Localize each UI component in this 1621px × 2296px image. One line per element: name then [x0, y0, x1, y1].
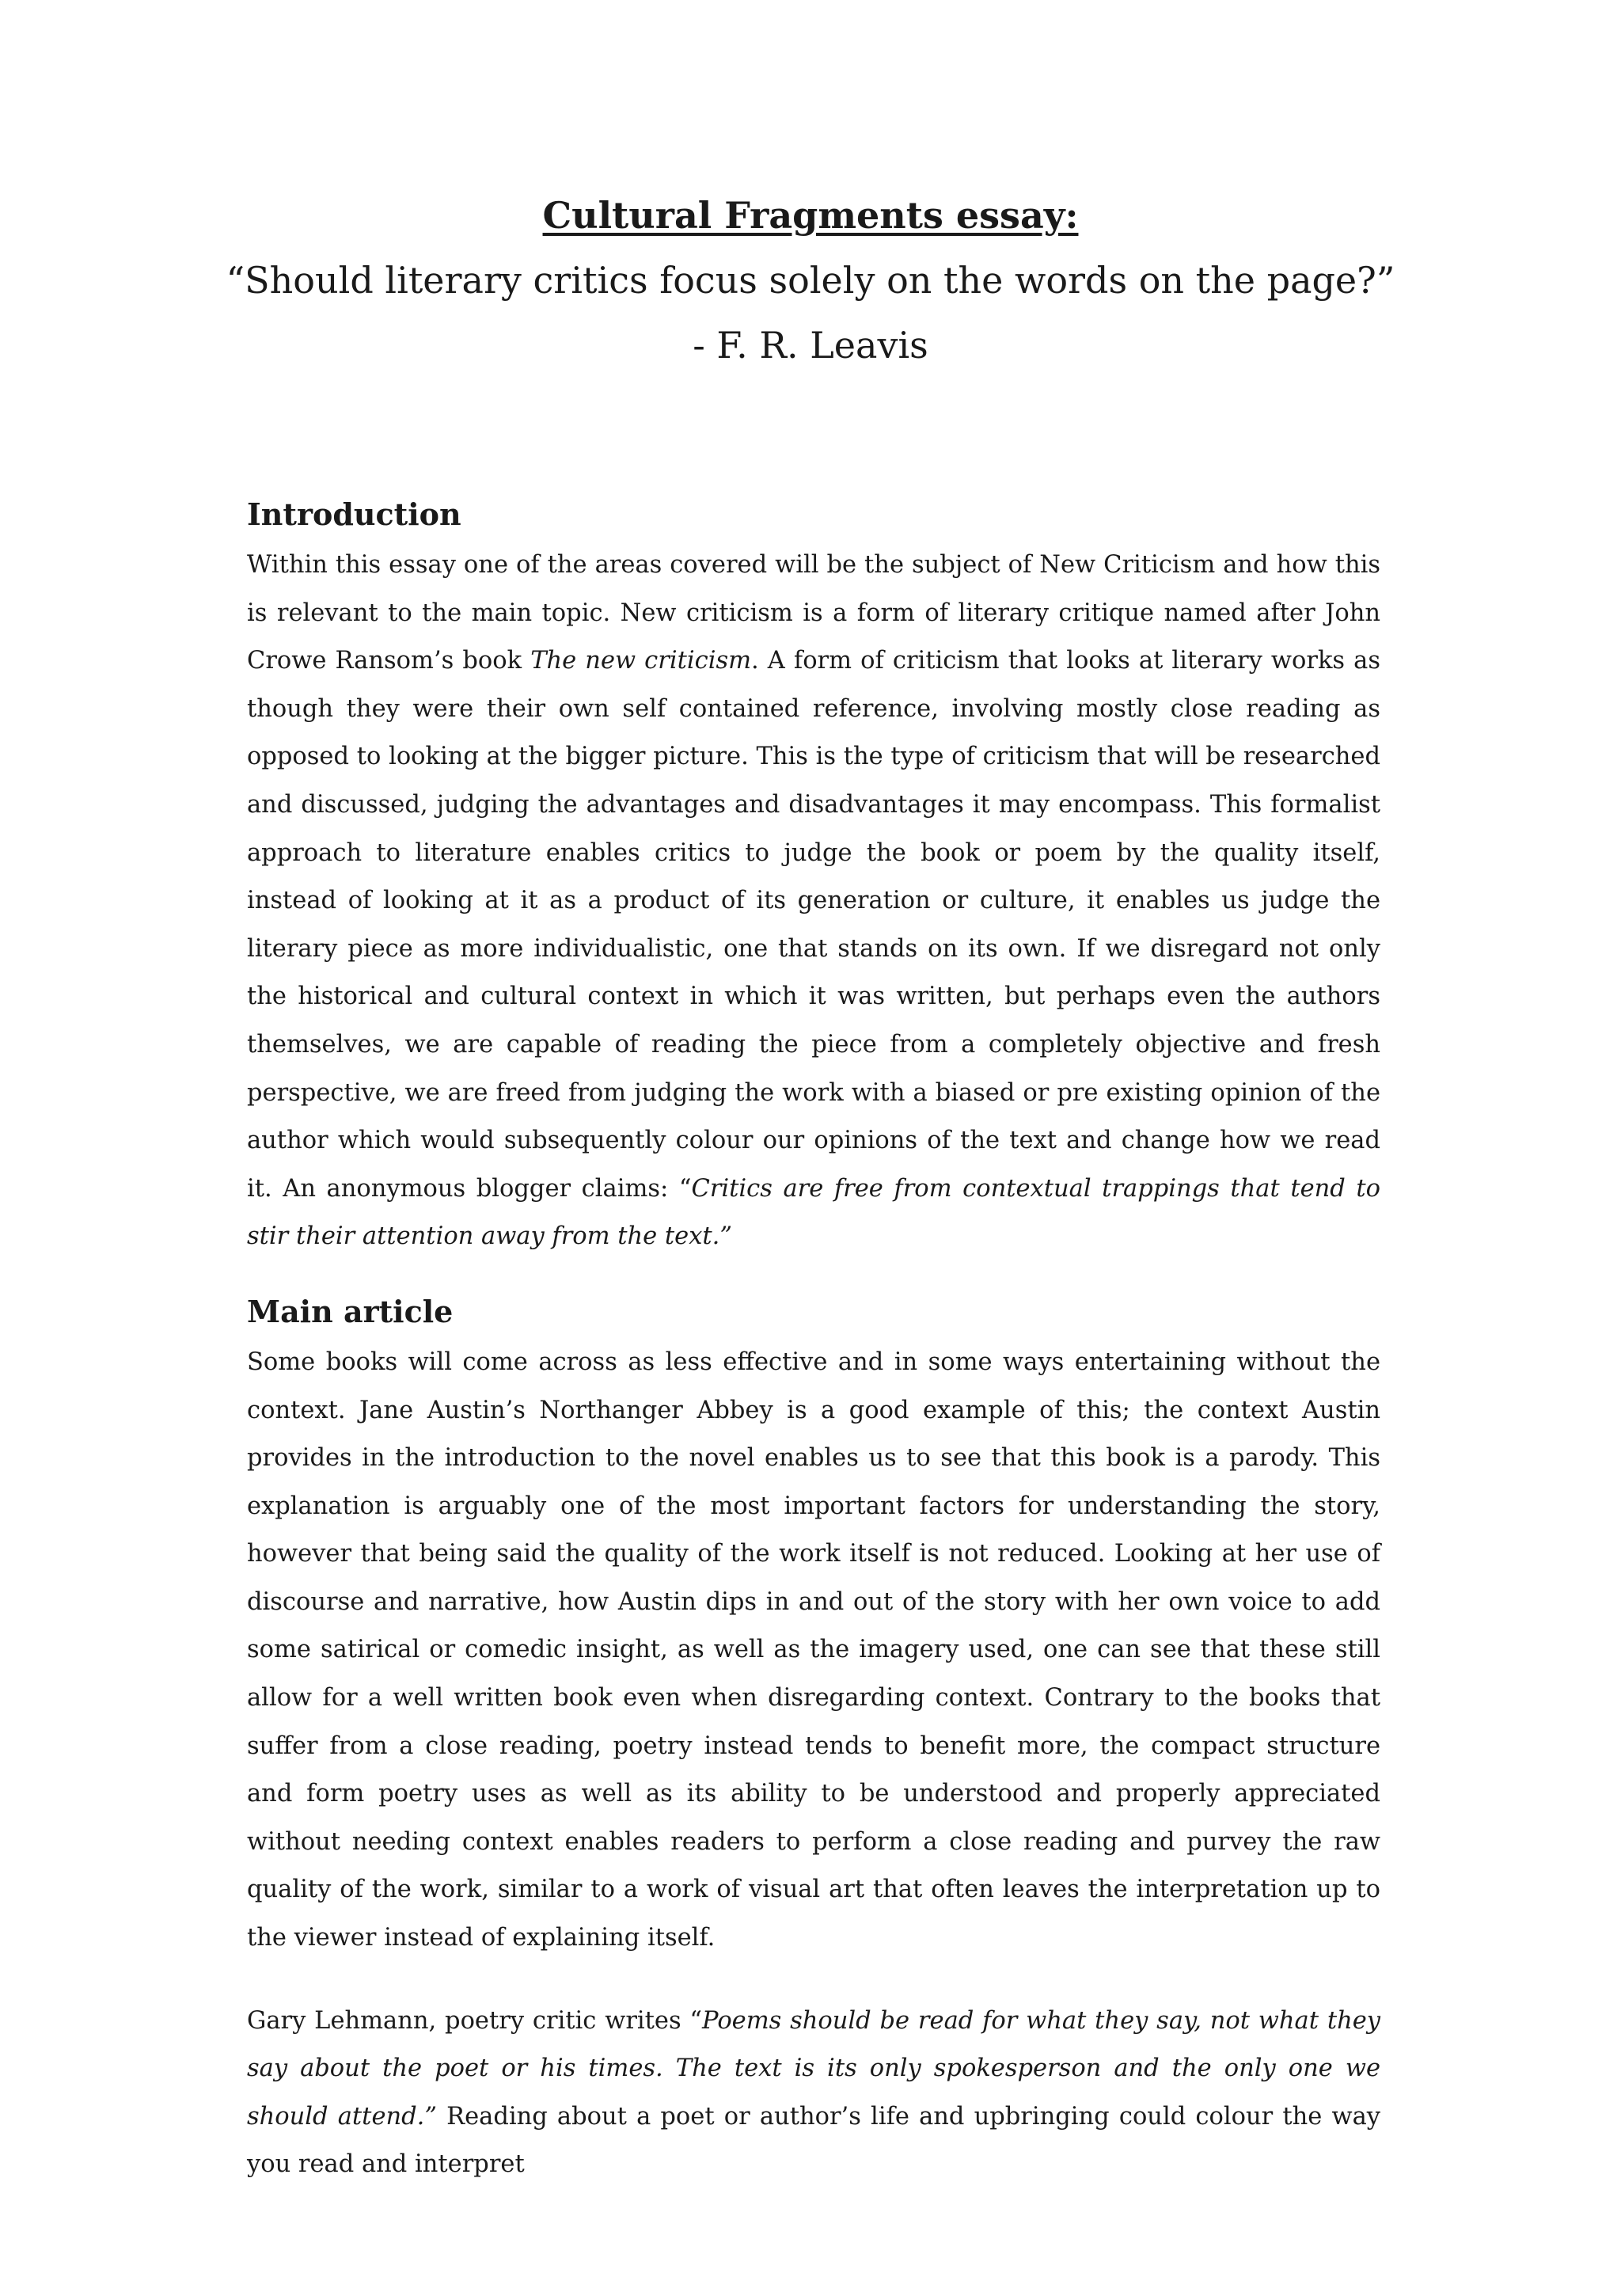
- introduction-heading: Introduction: [247, 496, 461, 532]
- introduction-paragraph: [247, 542, 1380, 1261]
- main-article-paragraph-1: Some books will come across as less effective and in some ways entertaining without the context. Jane Austin’s Northanger Abbey is a good example of this; the context Austin provides in the introduction to the novel enables us to see that this book is a parody. This explanation is arguably one of the most important factors for understanding the story, however that being said the quality of the work itself is not reduced. Looking at her use of discourse and narrative, how Austin dips in and out of the story with her own voice to add some satirical or comedic insight, as well as the imagery used, one can see that these still allow for a well written book even when disregarding context. Contrary to the books that suffer from a close reading, poetry instead tends to benefit more, the compact structure and form poetry uses as well as its ability to be understood and properly appreciated without needing context enables readers to perform a close reading and purvey the raw quality of the work, similar to a work of visual art that often leaves the interpretation up to the viewer instead of explaining itself.: [247, 1348, 1380, 1952]
- blogger-quote: Critics are free from contextual trappings that tend to stir their attention away from the text.”: [247, 1174, 1381, 1251]
- introduction-text-1: Within this essay one of the areas covered will be the subject of New Criticism and how this is relevant to the main topic. New criticism is a form of literary critique named after John Crowe Ransom’s book: [247, 551, 1380, 675]
- lehmann-tail: Reading about a poet or author’s life and upbringing could colour the way you read and interpret: [247, 2102, 1380, 2179]
- introduction-section: [247, 491, 1380, 1261]
- paragraph-spacer: [247, 1963, 1380, 1994]
- introduction-text-2: . A form of criticism that looks at literary works as though they were their own self contained reference, involving mostly close reading as opposed to looking at the bigger picture. This is the type of criticism that will be researched and discussed, judging the advantages and disadvantages it may encompass. This formalist approach to literature enables critics to judge the book or poem by the quality itself, instead of looking at it as a product of its generation or culture, it enables us judge the literary piece as more individualistic, one that stands on its own. If we disregard not only the historical and cultural context in which it was written, but perhaps even the authors themselves, we are capable of reading the piece from a completely objective and fresh perspective, we are freed from judging the work with a biased or pre existing opinion of the author which would subsequently colour our opinions of the text and change how we read it. An anonymous blogger claims: “: [247, 647, 1380, 1203]
- main-article-heading: Main article: [247, 1293, 454, 1329]
- main-article-paragraph-2: [247, 1998, 1380, 2189]
- essay-body: [247, 491, 1380, 2216]
- title-block: [0, 190, 1621, 371]
- quote-attribution: - F. R. Leavis: [693, 324, 928, 367]
- essay-title: Cultural Fragments essay:: [542, 194, 1079, 237]
- book-title: The new criticism: [530, 647, 752, 675]
- essay-question: “Should literary critics focus solely on the words on the page?”: [226, 259, 1395, 302]
- lehmann-quote: Poems should be read for what they say, not what they say about the poet or his times. The text is its only spokesperson and the only one we should attend.”: [247, 2006, 1380, 2131]
- main-article-section: [247, 1288, 1380, 2189]
- lehmann-lead: Gary Lehmann, poetry critic writes “: [247, 2006, 703, 2035]
